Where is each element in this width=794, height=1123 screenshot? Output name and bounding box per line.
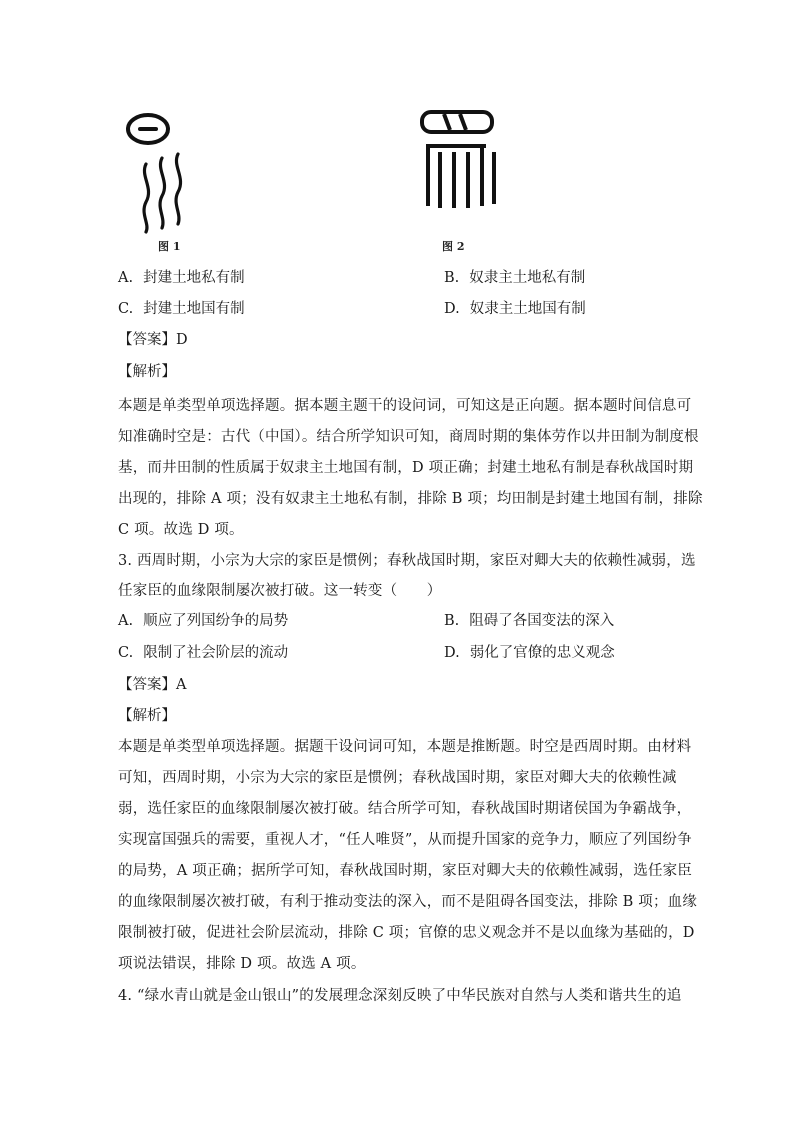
q2-analysis-line: 基，而井田制的性质属于奴隶主土地国有制，D 项正确；封建土地私有制是春秋战国时期 <box>118 460 694 476</box>
figure-2-glyph <box>416 108 502 238</box>
option-letter: D. <box>444 301 460 317</box>
option-letter: C. <box>118 301 134 317</box>
option-text: 奴隶主土地国有制 <box>469 301 586 317</box>
q2-analysis-line: 知准确时空是：古代（中国）。结合所学知识可知，商周时期的集体劳作以井田制为制度根 <box>118 429 699 445</box>
option-letter: B. <box>444 270 460 286</box>
q3-analysis-line: 弱，选任家臣的血缘限制屡次被打破。结合所学可知，春秋战国时期诸侯国为争霸战争， <box>118 801 692 817</box>
q3-analysis-line: 限制被打破，促进社会阶层流动，排除 C 项；官僚的忠义观念并不是以血缘为基础的，D <box>118 925 695 941</box>
q3-answer: 【答案】A <box>118 677 187 693</box>
option-letter: D. <box>444 645 460 661</box>
q2-answer: 【答案】D <box>118 332 188 348</box>
q2-option-d <box>444 299 586 319</box>
q3-analysis-line: 实现富国强兵的需要，重视人才，“任人唯贤”，从而提升国家的竞争力，顺应了列国纷争 <box>118 832 692 848</box>
figure-1-glyph <box>120 104 200 239</box>
q3-option-b <box>444 611 614 631</box>
option-letter: B. <box>444 613 460 629</box>
q3-analysis-line: 本题是单类型单项选择题。据题干设问词可知，本题是推断题。时空是西周时期。由材料 <box>118 739 692 755</box>
option-letter: A. <box>118 613 134 629</box>
q2-option-c <box>118 299 245 319</box>
q3-analysis-tag: 【解析】 <box>118 708 176 724</box>
option-text: 顺应了列国纷争的局势 <box>143 613 289 629</box>
option-text: 奴隶主土地私有制 <box>469 270 586 286</box>
q2-analysis-line: C 项。故选 D 项。 <box>118 522 244 538</box>
q2-option-b <box>444 268 585 288</box>
option-text: 封建土地国有制 <box>143 301 245 317</box>
option-letter: C. <box>118 645 134 661</box>
option-text: 阻碍了各国变法的深入 <box>469 613 615 629</box>
figure-2-caption: 图 2 <box>442 240 465 253</box>
q2-analysis-line: 本题是单类型单项选择题。据本题主题干的设问词，可知这是正向题。据本题时间信息可 <box>118 398 692 414</box>
q2-option-a <box>118 268 245 288</box>
option-text: 限制了社会阶层的流动 <box>143 645 289 661</box>
q3-option-d <box>444 643 615 663</box>
figure-1-caption: 图 1 <box>158 240 181 253</box>
q3-analysis-line: 的局势，A 项正确；据所学可知，春秋战国时期，家臣对卿大夫的依赖性减弱，选任家臣 <box>118 863 693 879</box>
q3-option-c <box>118 643 288 663</box>
q3-analysis-line: 可知，西周时期，小宗为大宗的家臣是惯例；春秋战国时期，家臣对卿大夫的依赖性减 <box>118 770 677 786</box>
q3-stem-line: 3. 西周时期，小宗为大宗的家臣是惯例；春秋战国时期，家臣对卿大夫的依赖性减弱，选 <box>118 553 696 569</box>
q2-analysis-tag: 【解析】 <box>118 364 176 380</box>
q2-analysis-line: 出现的，排除 A 项；没有奴隶主土地私有制，排除 B 项；均田制是封建土地国有制，排除 <box>118 491 703 507</box>
q3-stem-line: 任家臣的血缘限制屡次被打破。这一转变（ ） <box>118 583 442 599</box>
q4-stem-line: 4. “绿水青山就是金山银山”的发展理念深刻反映了中华民族对自然与人类和谐共生的追 <box>118 988 682 1004</box>
q3-option-a <box>118 611 288 631</box>
option-text: 弱化了官僚的忠义观念 <box>469 645 615 661</box>
q3-analysis-line: 的血缘限制屡次被打破，有利于推动变法的深入，而不是阻碍各国变法，排除 B 项；血缘 <box>118 894 698 910</box>
option-letter: A. <box>118 270 134 286</box>
option-text: 封建土地私有制 <box>143 270 245 286</box>
q3-analysis-line: 项说法错误，排除 D 项。故选 A 项。 <box>118 956 366 972</box>
